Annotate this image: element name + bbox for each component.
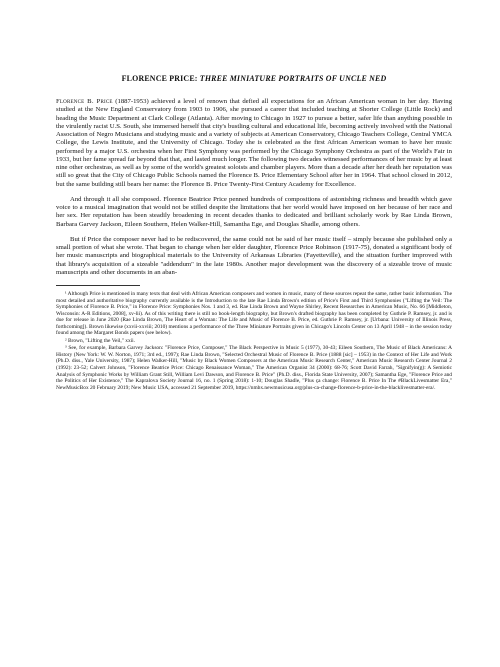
- paragraph-1-text: (1887-1953) achieved a level of renown that defied all expectations for an African American woman in her day. Having studied at the New England Conservatory from 1903 to 1906, she pursued a career that included teaching at Shorter College (Little Rock) and heading the Music Department at Clark College (Atlanta). After moving to Chicago in 1927 to pursue a better, safer life than anything possible in the virulently racist U.S. South, she immersed herself that city's bustling cultural and educational life, becoming actively involved with the National Association of Negro Musicians and studying music and a variety of subjects at American Conservatory, Chicago Teachers College, Central YMCA College, the Lewis Institute, and the University of Chicago. Today she is celebrated as the first African American woman to have her music performed by a major U.S. orchestra when her First Symphony was performed by the Chicago Symphony Orchestra as part of the World's Fair in 1933, but her fame spread far beyond that that, and lasted much longer. The following two decades witnessed performances of her music by at least nine other orchestras, as well as by some of the world's greatest soloists and chamber players. More than a decade after her death her reputation was still so great that the City of Chicago Public Schools named the Florence B. Price Elementary School after her in 1964. That school closed in 2012, but the same building still bears her name: the Florence B. Price Twenty-First Century Academy for Excellence.: [56, 98, 452, 188]
- author-name: Florence B. Price: [56, 98, 113, 105]
- footnote-divider: [56, 285, 140, 286]
- page-title: [56, 74, 452, 84]
- title-prefix: FLORENCE PRICE:: [121, 74, 200, 83]
- document-page: [56, 74, 452, 392]
- paragraph-3: But if Price the composer never had to be rediscovered, the same could not be said of her music itself – simply because she published only a small portion of what she wrote. That began to change when her elder daughter, Florence Price Robinson (1917-75), donated a significant body of her music manuscripts and biographical materials to the University of Arkansas Libraries (Fayetteville), and the situation further improved with that library's acquisition of a sizeable "addendum" in the late 1980s. Another major development was the discovery of a sizeable trove of music manuscripts and other documents in an aban-: [56, 235, 452, 276]
- title-italic: THREE MINIATURE PORTRAITS OF UNCLE NED: [199, 74, 387, 83]
- footnote-1: ¹ Although Price is mentioned in many texts that deal with African American composers and women in music, many of these sources repeat the same, rather basic information. The most detailed and authoritative biography currently available is the Introduction to the late Rae Linda Brown's edition of Price's First and Third Symphonies ("Lifting the Veil: The Symphonies of Florence B. Price," in Florence Price: Symphonies Nos. 1 and 3, ed. Rae Linda Brown and Wayne Shirley, Recent Researches in American Music, No. 66 [Middleton, Wisconsin: A-R Editions, 2008], xv-lii). As of this writing there is still no book-length biography, but Brown's drafted biography has been completed by Guthrie P. Ramsey, jr. and is due for release in June 2020 (Rae Linda Brown, The Heart of a Woman: The Life and Music of Florence B. Price, ed. Guthrie P. Ramsey, jr. [Urbana: University of Illinois Press, forthcoming]). Brown likewise (xxvii-xxviii; 2010) mentions a performance of the Three Miniature Portraits given in Chicago's Lincoln Center on 13 April 1948 – in the session today found among the Margaret Bonds papers (see below).: [56, 291, 452, 337]
- footnote-3: ³ See, for example, Barbara Garvey Jackson: "Florence Price, Composer," The Black Perspective in Music 5 (1977), 30-43; Eileen Southern, The Music of Black Americans: A History (New York: W. W. Norton, 1971; 3rd ed., 1997); Rae Linda Brown, "Selected Orchestral Music of Florence B. Price (1888 [sic] – 1953) in the Context of Her Life and Work (Ph.D. diss., Yale University, 1987); Helen Walker-Hill, "Music by Black Women Composers at the American Music Research Center," American Music Research Center Journal 2 (1992): 23-52; Calvert Johnson, "Florence Beatrice Price: Chicago Renaissance Woman," The American Organist 34 (2000): 68-76; Scott David Farrah, "Signifyin(g): A Semiotic Analysis of Symphonic Works by William Grant Still, William Levi Dawson, and Florence B. Price" (Ph.D. diss., Florida State University, 2007); Samantha Ege, "Florence Price and the Politics of Her Existence," The Kapralova Society Journal 16, no. 1 (Spring 2018): 1-10; Douglas Shadle, "Plus ça change: Florence B. Price In The #BlackLivesmatter Era," NewMusicBox 20 February 2019; New Music USA, accessed 21 September 2019, https://nmbx.newmusicusa.org/plus-ca-change-florence-b-price-in-the-blacklivesmatter-era/.: [56, 345, 452, 391]
- footnote-2: ² Brown, "Lifting the Veil," xxii.: [65, 337, 136, 344]
- paragraph-1: [56, 98, 452, 189]
- paragraph-2: And through it all she composed. Florence Beatrice Price penned hundreds of compositions of astonishing richness and breadth which gave voice to a musical imagination that would not be stilled despite the limitations that her world would have imposed on her because of her race and her sex. Her reputation has been steadily broadening in recent decades thanks to dedicated and brilliant scholarly work by Rae Linda Brown, Barbara Garvey Jackson, Eileen Southern, Helen Walker-Hill, Samantha Ege, and Douglas Shadle, among others.: [56, 195, 452, 228]
